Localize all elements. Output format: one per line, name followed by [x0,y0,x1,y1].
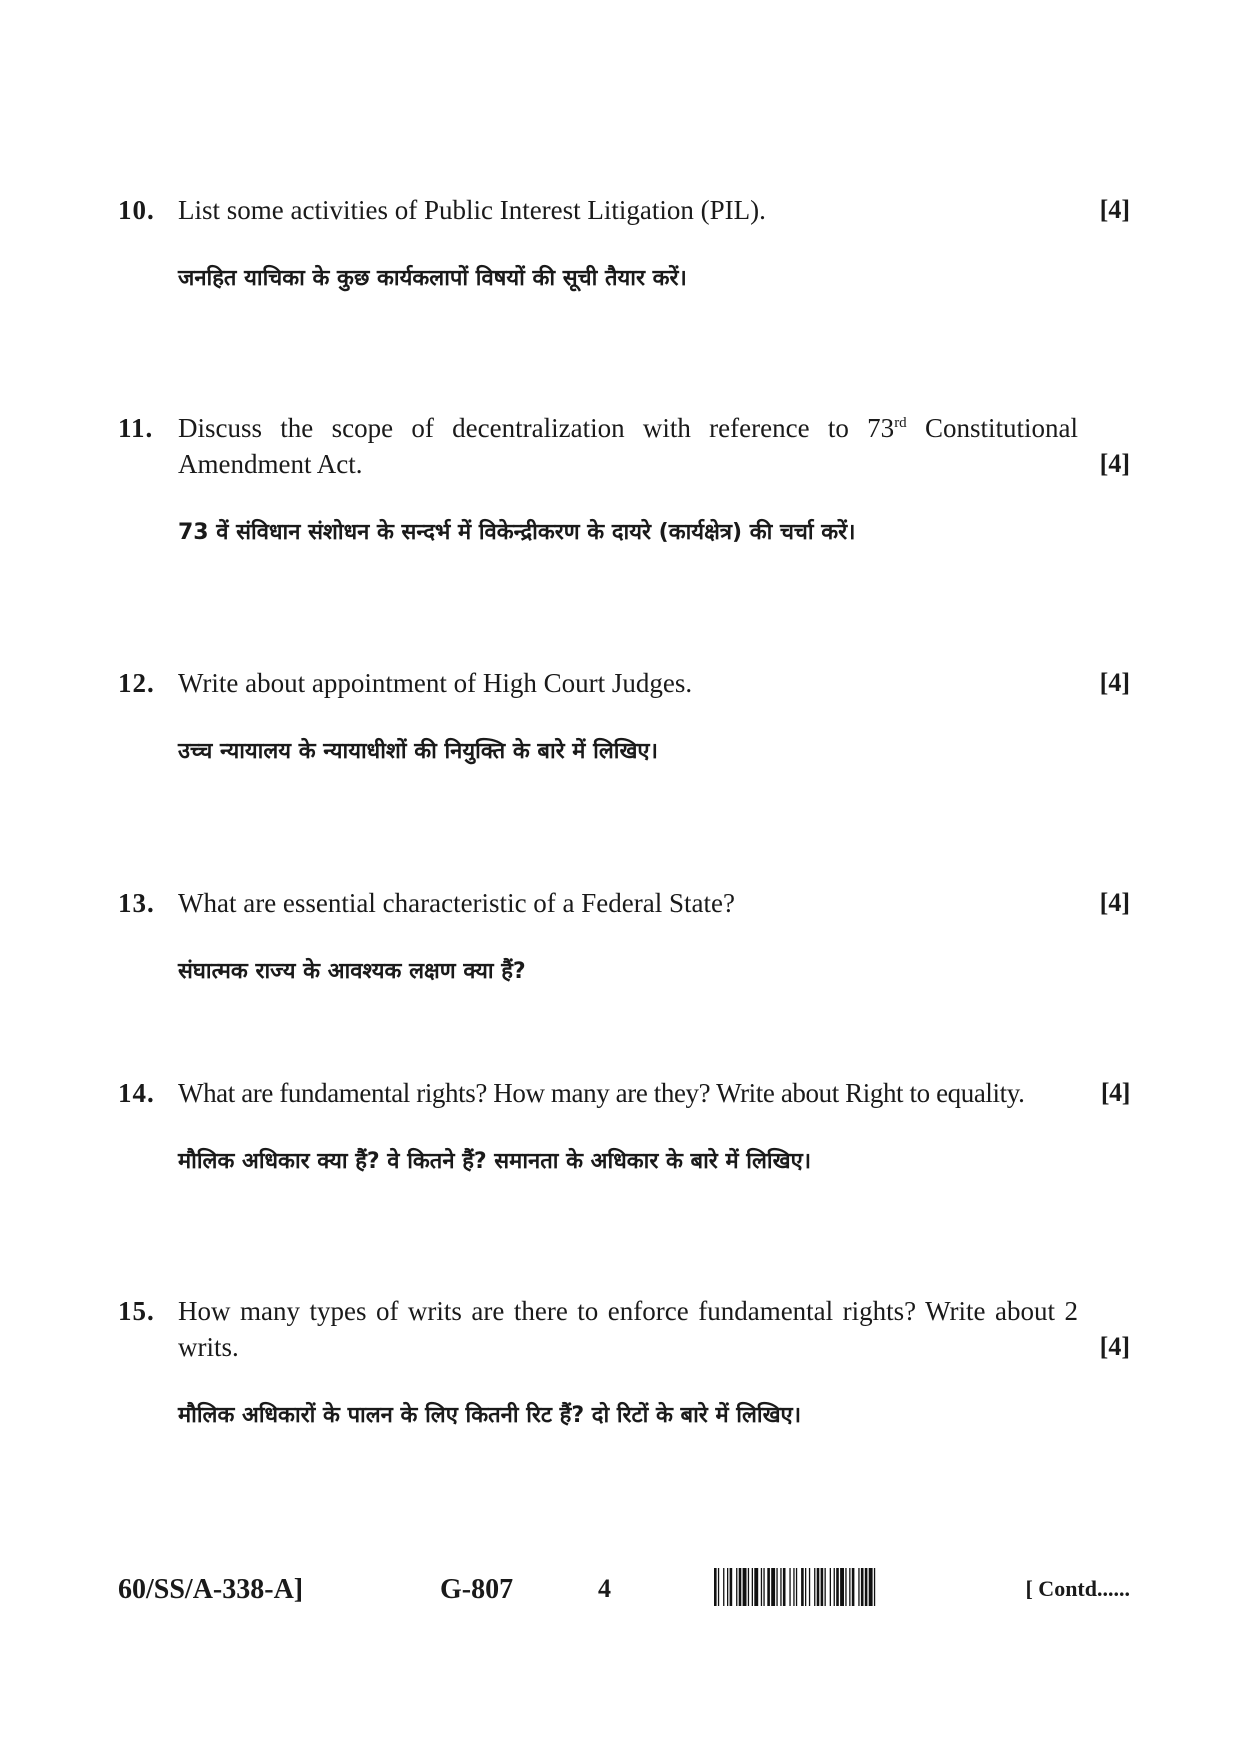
question-number: 15. [118,1296,155,1326]
question-15 [118,1293,1130,1431]
question-hindi-text: उच्च न्यायालय के न्यायाधीशों की नियुक्ति के बारे में लिखिए। [178,739,658,764]
question-11 [118,410,1130,548]
continued-label: [ Contd...... [1025,1576,1130,1601]
question-number: 10. [118,195,155,225]
page-number: 4 [598,1574,611,1603]
question-text [178,410,1078,446]
question-14 [118,1075,1130,1177]
question-14-line [118,1075,1130,1111]
question-hindi-text: 73 वें संविधान संशोधन के सन्दर्भ में विकेन्द्रीकरण के दायरे (कार्यक्षेत्र) की चर्चा करें। [178,520,856,545]
question-number: 12. [118,668,155,698]
question-marks: [4] [1100,1078,1130,1107]
question-15-line [118,1293,1130,1365]
question-hindi-text: संघात्मक राज्य के आवश्यक लक्षण क्या हैं? [178,959,526,984]
question-text-line2: Amendment Act. [178,449,363,479]
question-marks: [4] [1099,195,1130,224]
paper-code: 60/SS/A-338-A] [118,1574,304,1605]
question-number: 11. [118,413,154,443]
question-number: 14. [118,1078,155,1108]
question-number: 13. [118,888,155,918]
question-text: Write about appointment of High Court Judges. [178,668,693,698]
question-text: What are essential characteristic of a Federal State? [178,888,735,918]
ordinal-superscript: rd [894,415,907,431]
question-13-line [118,885,1130,921]
question-hindi-text: जनहित याचिका के कुछ कार्यकलापों विषयों की सूची तैयार करें। [178,266,687,291]
question-marks: [4] [1099,1332,1130,1361]
question-text-line2: writs. [178,1332,239,1362]
question-text-part: Discuss the scope of decentralization with reference to 73 [178,413,895,443]
question-13 [118,885,1130,987]
question-text: What are fundamental rights? How many are they? Write about Right to equality. [178,1078,1025,1108]
page-footer [118,1568,1130,1618]
question-hindi-text: मौलिक अधिकार क्या हैं? वे कितने हैं? समानता के अधिकार के बारे में लिखिए। [178,1149,812,1174]
question-hindi-text: मौलिक अधिकारों के पालन के लिए कितनी रिट हैं? दो रिटों के बारे में लिखिए। [178,1403,802,1428]
question-12 [118,665,1130,767]
barcode-icon [714,1568,970,1606]
question-text: How many types of writs are there to enforce fundamental rights? Write about 2 [178,1296,1078,1326]
question-marks: [4] [1099,888,1130,917]
question-text: List some activities of Public Interest Litigation (PIL). [178,195,766,225]
question-marks: [4] [1099,449,1130,478]
series-code: G-807 [440,1574,514,1605]
question-marks: [4] [1099,668,1130,697]
question-11-line [118,410,1130,482]
question-10 [118,192,1130,294]
question-text-part: Constitutional [906,413,1078,443]
question-12-line [118,665,1130,701]
question-10-line [118,192,1130,228]
